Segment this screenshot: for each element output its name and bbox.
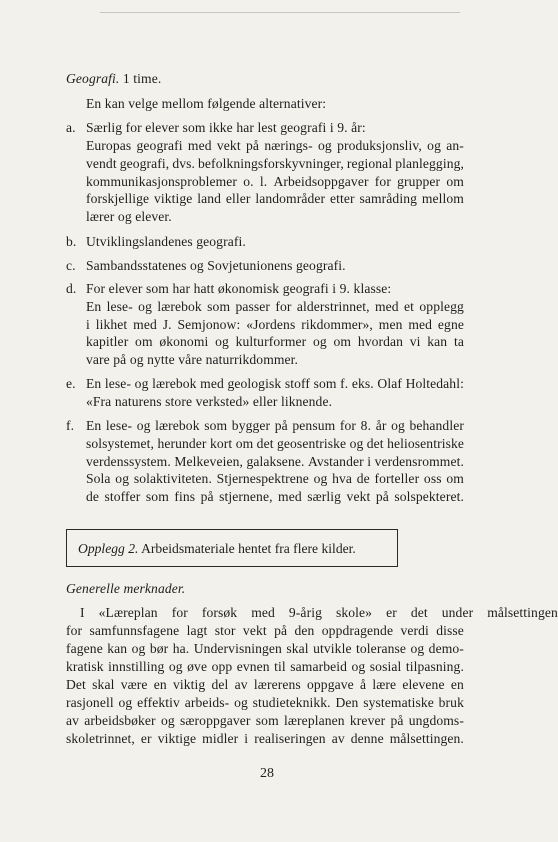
alt-b-marker: b. (66, 234, 77, 249)
subject-line (66, 70, 161, 88)
alt-f-line-5: de stoffer som fins på stjernene, med særlig vekt på solspekteret. (86, 489, 464, 504)
alt-f-line-1: En lese- og lærebok som bygger på pensum for 8. år og behandler (86, 418, 464, 433)
alt-a-line-3: kommunikasjonsproblemer o. l. Arbeidsoppgaver for grupper om (86, 174, 464, 189)
alt-a-lead: Særlig for elever som ikke har lest geografi i 9. år: (86, 120, 366, 135)
alt-a-line-5: lærer og elever. (86, 209, 172, 224)
alt-d-lead: For elever som har hatt økonomisk geografi i 9. klasse: (86, 281, 392, 296)
general-remarks-heading: Generelle merknader. (66, 581, 186, 596)
general-remarks-line-1: I «Læreplan for forsøk med 9-årig skole» er det under målsettingen (80, 605, 558, 620)
alt-d-line-3: kapitler om økonomi og kulturformer og om hvordan vi kan ta (86, 334, 464, 349)
alt-a-line-4: forskjellige viktige land eller landområder etter samråding mellom (86, 191, 464, 206)
alt-b-text: Utviklingslandenes geografi. (86, 234, 246, 249)
alt-d-line-2: i likhet med J. Semjonow: «Jordens rikdommer», men med egne (86, 317, 464, 332)
alt-f-line-3: verdenssystem. Melkeveien, galaksene. Avstander i verdensrommet. (86, 454, 464, 469)
general-remarks-line-4: kratisk innstilling og øve opp evnen til samarbeid og sosial tilpasning. (66, 659, 464, 674)
alt-f-line-4: Sola og solaktiviteten. Stjernespektrene og hva de forteller oss om (86, 471, 464, 486)
alt-e-line-2: «Fra naturens store verksted» eller liknende. (86, 394, 333, 409)
general-remarks-line-2: for samfunnsfagene lagt stor vekt på den oppdragende verdi disse (66, 623, 464, 638)
alt-e-marker: e. (66, 376, 76, 391)
alt-a-line-2: vendt geografi, dvs. befolkningsforskyvninger, regional planlegging, (86, 156, 464, 171)
alt-a-line-1: Europas geografi med vekt på nærings- og produksjonsliv, og an- (86, 138, 464, 153)
alt-f-line-2: solsystemet, herunder kort om det geosentriske og det heliosentriske (86, 436, 464, 451)
subject-title: Geografi. (66, 71, 120, 86)
section-heading-title: Arbeidsmateriale hentet fra flere kilder. (141, 541, 356, 556)
general-remarks-line-7: av arbeidsbøker og særoppgaver som læreplanen krever på ungdoms- (66, 713, 464, 728)
alt-c-text: Sambandsstatenes og Sovjetunionens geografi. (86, 258, 346, 273)
alt-d-marker: d. (66, 281, 77, 296)
alt-e-line-1: En lese- og lærebok med geologisk stoff som f. eks. Olaf Holtedahl: (86, 376, 464, 391)
page-number: 28 (260, 766, 274, 781)
general-remarks-line-8: skoletrinnet, er viktige midler i realiseringen av denne målsettingen. (66, 731, 464, 746)
intro-text: En kan velge mellom følgende alternativer: (86, 96, 327, 111)
alt-a-marker: a. (66, 120, 76, 135)
alt-c-marker: c. (66, 258, 76, 273)
subject-hours: 1 time. (122, 71, 162, 86)
section-heading-label: Opplegg 2. (78, 541, 139, 556)
section-heading-box (66, 529, 398, 567)
alt-f-marker: f. (66, 418, 75, 433)
general-remarks-line-3: fagene kan og bør ha. Undervisningen skal utvikle toleranse og demo- (66, 641, 464, 656)
general-remarks-line-5: Det skal være en viktig del av lærerens oppgave å lære elevene en (66, 677, 464, 692)
alt-d-line-1: En lese- og lærebok som passer for alderstrinnet, med et opplegg (86, 299, 464, 314)
section-heading-line (78, 540, 356, 558)
general-remarks-line-6: rasjonell og effektiv arbeids- og studieteknikk. Den systematiske bruk (66, 695, 464, 710)
alt-d-line-4: vare på og nytte våre naturrikdommer. (86, 352, 299, 367)
